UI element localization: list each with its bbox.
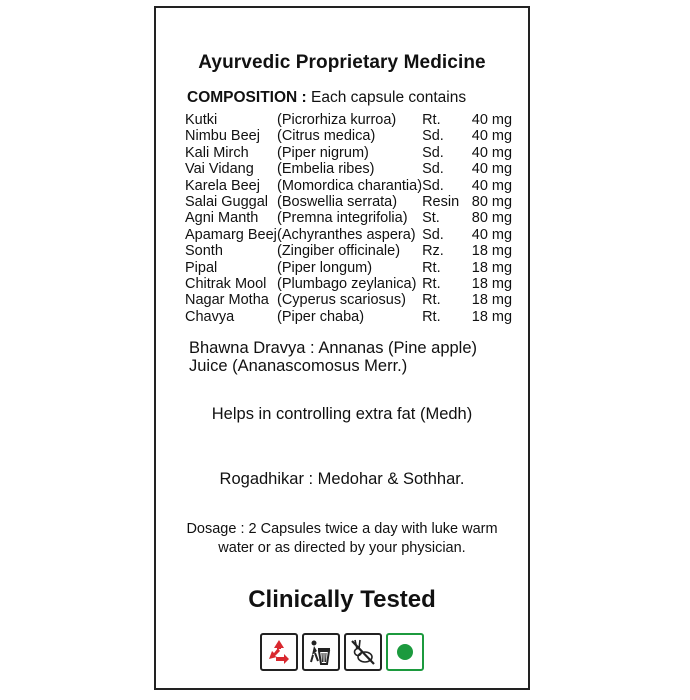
ingredient-row	[185, 210, 512, 226]
ingredient-name: Kutki	[185, 112, 218, 128]
ingredient-botanical: (Premna integrifolia)	[277, 210, 408, 227]
ingredient-name: Vai Vidang	[185, 161, 254, 178]
ingredient-quantity: 40 mg	[471, 226, 513, 243]
ingredient-botanical: (Embelia ribes)	[277, 161, 375, 178]
recycle-icon	[260, 633, 298, 671]
ingredient-botanical: (Piper chaba)	[277, 308, 365, 325]
ingredient-botanical: (Zingiber officinale)	[277, 243, 401, 260]
ingredient-botanical: (Achyranthes aspera)	[277, 226, 416, 243]
ingredient-quantity: 40 mg	[471, 112, 513, 128]
ingredient-part: Resin	[422, 194, 460, 211]
ingredients-table	[185, 112, 512, 325]
ingredient-quantity: 40 mg	[471, 161, 513, 178]
vegetarian-icon	[386, 633, 424, 671]
ingredient-quantity: 40 mg	[471, 144, 513, 161]
symbol-row	[260, 633, 424, 671]
ingredient-part: Rt.	[422, 259, 441, 276]
composition-heading	[187, 89, 466, 107]
ingredient-part: St.	[422, 210, 440, 227]
ingredient-part: Sd.	[422, 161, 444, 178]
ingredient-row	[185, 128, 512, 144]
ingredient-part: Sd.	[422, 226, 444, 243]
ingredient-name: Karela Beej	[185, 177, 260, 194]
ingredient-name: Chavya	[185, 308, 235, 325]
ingredient-part: Rt.	[422, 308, 441, 325]
benefit-text: Helps in controlling extra fat (Medh)	[211, 405, 473, 423]
rogadhikar-text: Rogadhikar : Medohar & Sothhar.	[219, 470, 465, 488]
ingredient-part: Rt.	[422, 292, 441, 309]
ingredient-name: Nagar Motha	[185, 292, 269, 309]
dosage-line: water or as directed by your physician.	[218, 540, 466, 556]
ingredient-name: Sonth	[185, 243, 223, 260]
ingredient-name: Agni Manth	[185, 210, 259, 227]
ingredient-quantity: 40 mg	[471, 128, 513, 145]
page-title: Ayurvedic Proprietary Medicine	[198, 52, 486, 73]
ingredient-row	[185, 309, 512, 325]
ingredient-row	[185, 161, 512, 177]
ingredient-quantity: 18 mg	[471, 243, 513, 260]
ingredient-row	[185, 112, 512, 128]
ingredient-quantity: 80 mg	[471, 194, 513, 211]
ingredient-part: Rz.	[422, 243, 444, 260]
ingredient-row	[185, 227, 512, 243]
ingredient-botanical: (Boswellia serrata)	[277, 194, 398, 211]
ingredient-botanical: (Picrorhiza kurroa)	[277, 112, 397, 128]
ingredient-part: Sd.	[422, 177, 444, 194]
no-animal-testing-icon	[344, 633, 382, 671]
trash-bin-icon	[302, 633, 340, 671]
composition-label: COMPOSITION :	[187, 89, 307, 106]
ingredient-name: Pipal	[185, 259, 218, 276]
ingredient-quantity: 18 mg	[471, 259, 513, 276]
ingredient-part: Rt.	[422, 276, 441, 293]
ingredient-part: Sd.	[422, 144, 444, 161]
ingredient-name: Kali Mirch	[185, 144, 249, 161]
ingredient-name: Apamarg Beej	[185, 226, 277, 243]
ingredient-quantity: 18 mg	[471, 292, 513, 309]
ingredient-quantity: 40 mg	[471, 177, 513, 194]
ingredient-quantity: 18 mg	[471, 276, 513, 293]
ingredient-part: Rt.	[422, 112, 441, 128]
ingredient-botanical: (Plumbago zeylanica)	[277, 276, 417, 293]
ingredient-quantity: 80 mg	[471, 210, 513, 227]
ingredient-botanical: (Piper longum)	[277, 259, 373, 276]
ingredient-quantity: 18 mg	[471, 308, 513, 325]
dosage-line: Dosage : 2 Capsules twice a day with luke warm	[186, 521, 498, 537]
composition-text: Each capsule contains	[311, 89, 467, 106]
ingredient-name: Nimbu Beej	[185, 128, 260, 145]
ingredient-botanical: (Cyperus scariosus)	[277, 292, 406, 309]
ingredient-botanical: (Citrus medica)	[277, 128, 376, 145]
ingredient-botanical: (Momordica charantia)	[277, 177, 423, 194]
bhawna-dravya: Bhawna Dravya : Annanas (Pine apple) Juice (Ananascomosus Merr.)	[189, 339, 478, 375]
ingredient-name: Chitrak Mool	[185, 276, 267, 293]
product-label	[154, 6, 530, 690]
dosage-text	[156, 520, 528, 558]
ingredient-row	[185, 276, 512, 292]
ingredient-row	[185, 194, 512, 210]
ingredient-name: Salai Guggal	[185, 194, 269, 211]
ingredient-row	[185, 243, 512, 259]
clinically-tested-heading: Clinically Tested	[248, 586, 436, 613]
ingredient-botanical: (Piper nigrum)	[277, 144, 369, 161]
ingredient-row	[185, 178, 512, 194]
ingredient-row	[185, 145, 512, 161]
ingredient-row	[185, 260, 512, 276]
ingredient-part: Sd.	[422, 128, 444, 145]
ingredient-row	[185, 292, 512, 308]
